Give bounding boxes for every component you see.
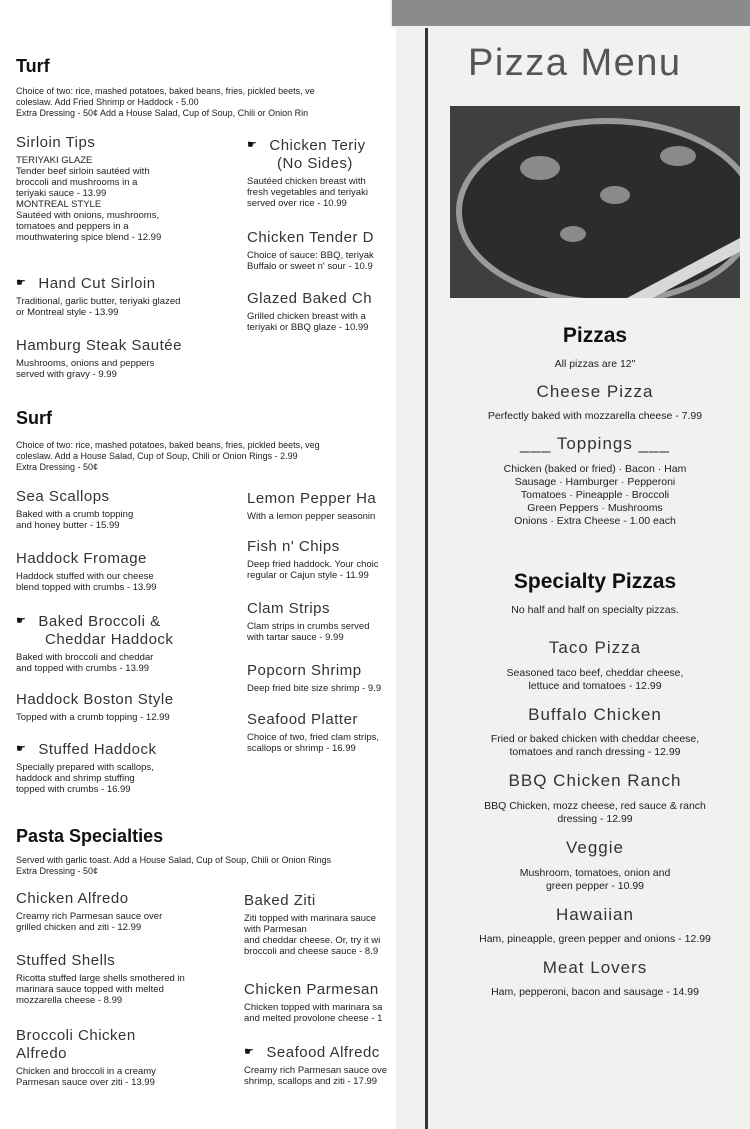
menu-item-broccoli-chicken-alfredo: Broccoli Chicken Alfredo Chicken and broccoli in a creamy Parmesan sauce over ziti - 13.99 — [16, 1027, 156, 1088]
veggie-name: Veggie — [566, 838, 624, 857]
pasta-intro: Served with garlic toast. Add a House Salad, Cup of Soup, Chili or Onion Rings Extra Dressing - 50¢ — [16, 855, 332, 876]
menu-item-haddock-boston: Haddock Boston Style Topped with a crumb topping - 12.99 — [16, 691, 174, 723]
toppings-heading: ___ Toppings ___ — [520, 434, 670, 453]
menu-item-hamburg-steak: Hamburg Steak Sautée Mushrooms, onions and peppers served with gravy - 9.99 — [16, 337, 182, 380]
specialty-note: No half and half on specialty pizzas. — [511, 604, 679, 616]
menu-item-seafood-platter: Seafood Platter Choice of two, fried clam strips, scallops or shrimp - 16.99 — [247, 711, 379, 754]
menu-item-baked-broccoli-haddock: ☛ Baked Broccoli & Cheddar Haddock Baked with broccoli and cheddar and topped with crumbs - 13.99 — [16, 613, 174, 674]
menu-item-baked-ziti: Baked Ziti Ziti topped with marinara sauce with Parmesan and cheddar cheese. Or, try it wi broccoli and cheese sauce - 8.9 — [244, 892, 381, 957]
meat-lovers-desc: Ham, pepperoni, bacon and sausage - 14.99 — [491, 986, 699, 998]
menu-item-haddock-fromage: Haddock Fromage Haddock stuffed with our cheese blend topped with crumbs - 13.99 — [16, 550, 157, 593]
bbq-chicken-ranch-name: BBQ Chicken Ranch — [508, 771, 682, 790]
hawaiian-name: Hawaiian — [556, 905, 634, 924]
bbq-chicken-ranch-desc: BBQ Chicken, mozz cheese, red sauce & ranch dressing - 12.99 — [484, 800, 706, 825]
taco-pizza-desc: Seasoned taco beef, cheddar cheese, lettuce and tomatoes - 12.99 — [506, 667, 684, 692]
menu-item-chicken-alfredo: Chicken Alfredo Creamy rich Parmesan sauce over grilled chicken and ziti - 12.99 — [16, 890, 163, 933]
pizzas-note: All pizzas are 12" — [554, 358, 636, 370]
toppings-list: Chicken (baked or fried) · Bacon · Ham Sausage · Hamburger · Pepperoni Tomatoes · Pineapple · Broccoli Green Peppers · Mushrooms Onions · Extra Cheese - 1.00 each — [503, 463, 687, 527]
menu-item-popcorn-shrimp: Popcorn Shrimp Deep fried bite size shrimp - 9.9 — [247, 662, 382, 694]
menu-item-stuffed-haddock: ☛ Stuffed Haddock Specially prepared with scallops, haddock and shrimp stuffing topped with crumbs - 16.99 — [16, 741, 157, 795]
section-title-turf: Turf — [16, 56, 50, 76]
pizza-menu-title: Pizza Menu — [468, 42, 682, 84]
buffalo-chicken-desc: Fried or baked chicken with cheddar cheese, tomatoes and ranch dressing - 12.99 — [490, 733, 700, 758]
menu-item-stuffed-shells: Stuffed Shells Ricotta stuffed large shells smothered in marinara sauce topped with melted mozzarella cheese - 8.99 — [16, 952, 185, 1006]
taco-pizza-name: Taco Pizza — [548, 638, 642, 657]
menu-item-seafood-alfredo: ☛ Seafood Alfredc Creamy rich Parmesan sauce ove shrimp, scallops and ziti - 17.99 — [244, 1044, 388, 1087]
pointing-hand-icon: ☛ — [244, 1046, 255, 1058]
menu-item-fish-chips: Fish n' Chips Deep fried haddock. Your choic regular or Cajun style - 11.99 — [247, 538, 379, 581]
veggie-desc: Mushroom, tomatoes, onion and green pepper - 10.99 — [519, 867, 671, 892]
column-divider — [425, 28, 428, 1129]
menu-item-chicken-teriyaki: ☛ Chicken Teriy (No Sides) Sautéed chicken breast with fresh vegetables and teriyaki served over rice - 10.99 — [247, 137, 368, 209]
meat-lovers-name: Meat Lovers — [542, 958, 648, 977]
pizzas-heading: Pizzas — [562, 324, 628, 347]
pizza-photo — [450, 106, 740, 298]
menu-item-chicken-parmesan: Chicken Parmesan Chicken topped with marinara sa and melted provolone cheese - 1 — [244, 981, 383, 1024]
menu-item-sea-scallops: Sea Scallops Baked with a crumb topping and honey butter - 15.99 — [16, 488, 134, 531]
cheese-pizza-name: Cheese Pizza — [536, 382, 654, 401]
surf-intro: Choice of two: rice, mashed potatoes, baked beans, fries, pickled beets, veg coleslaw. Add a House Salad, Cup of Soup, Chili or Onion Rings - 2.99 Extra Dressing - 50¢ — [16, 440, 320, 472]
top-margin — [0, 0, 390, 28]
hawaiian-desc: Ham, pineapple, green pepper and onions - 12.99 — [479, 933, 711, 945]
menu-item-chicken-tender: Chicken Tender D Choice of sauce: BBQ, teriyak Buffalo or sweet n' sour - 10.9 — [247, 229, 374, 272]
cheese-pizza-desc: Perfectly baked with mozzarella cheese - 7.99 — [487, 410, 703, 422]
buffalo-chicken-name: Buffalo Chicken — [528, 705, 662, 724]
left-menu-column — [0, 28, 396, 1129]
pointing-hand-icon: ☛ — [16, 615, 27, 627]
menu-item-hand-cut-sirloin: ☛ Hand Cut Sirloin Traditional, garlic butter, teriyaki glazed or Montreal style - 13.99 — [16, 275, 181, 318]
menu-item-clam-strips: Clam Strips Clam strips in crumbs served with tartar sauce - 9.99 — [247, 600, 370, 643]
turf-intro: Choice of two: rice, mashed potatoes, baked beans, fries, pickled beets, ve coleslaw. Add Fried Shrimp or Haddock - 5.00 Extra Dressing - 50¢ Add a House Salad, Cup of Soup, Chili or Onion Rin — [16, 86, 315, 118]
pointing-hand-icon: ☛ — [16, 743, 27, 755]
menu-item-sirloin-tips: Sirloin Tips TERIYAKI GLAZE Tender beef sirloin sautéed with broccoli and mushrooms in a teriyaki sauce - 13.99 MONTREAL STYLE Sautéed with onions, mushrooms, tomatoes and peppers in a mouthwatering spice blend - 12.99 — [16, 134, 162, 243]
section-title-surf: Surf — [16, 408, 52, 428]
menu-item-glazed-baked-chicken: Glazed Baked Ch Grilled chicken breast with a teriyaki or BBQ glaze - 10.99 — [247, 290, 373, 333]
menu-item-lemon-pepper: Lemon Pepper Ha With a lemon pepper seasonin — [247, 490, 377, 522]
specialty-pizzas-heading: Specialty Pizzas — [513, 570, 677, 593]
top-gray-strip — [392, 0, 750, 26]
pointing-hand-icon: ☛ — [16, 277, 27, 289]
section-title-pasta: Pasta Specialties — [16, 826, 164, 846]
pointing-hand-icon: ☛ — [247, 139, 258, 151]
pizza-menu-column — [440, 28, 750, 1129]
